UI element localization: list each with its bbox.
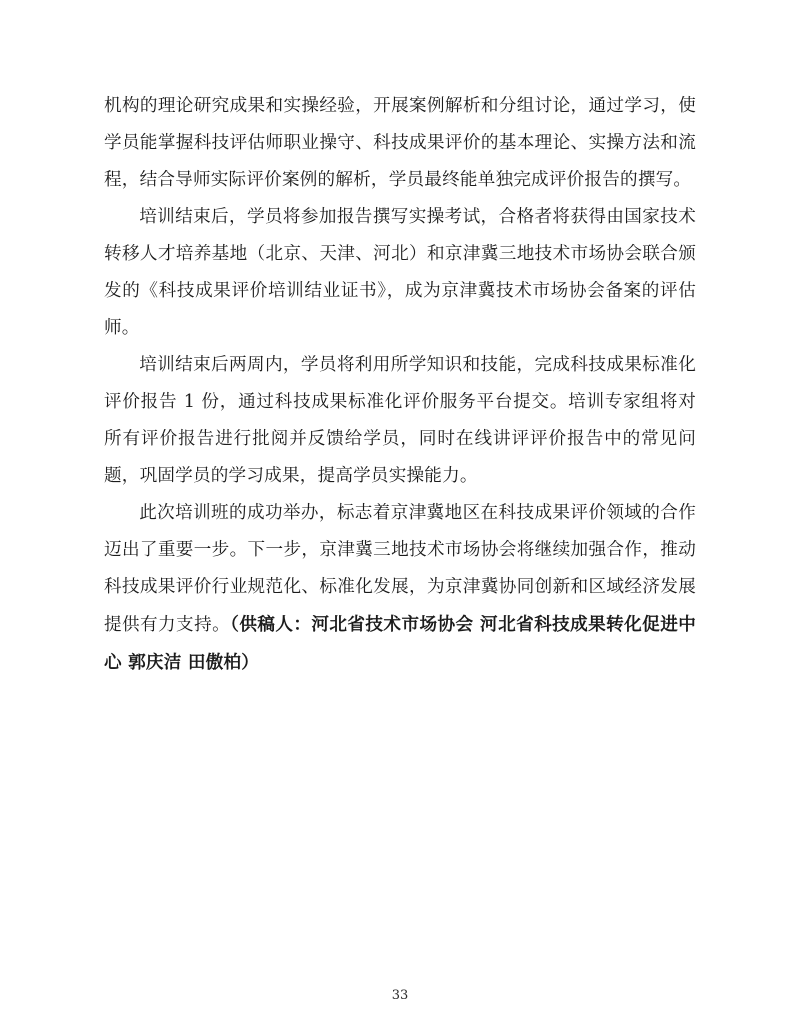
paragraph-4-attribution: （供稿人：河北省技术市场协会 河北省科技成果转化促进中心 郭庆洁 田傲柏） [104,614,696,673]
paragraph-1: 机构的理论研究成果和实操经验，开展案例解析和分组讨论，通过学习，使学员能掌握科技评估师职业操守、科技成果评价的基本理论、实操方法和流程，结合导师实际评价案例的解析，学员最终能单独完成评价报告的撰写。 [104,96,696,190]
paragraph-4-text: 此次培训班的成功举办，标志着京津冀地区在科技成果评价领域的合作迈出了重要一步。下一步，京津冀三地技术市场协会将继续加强合作，推动科技成果评价行业规范化、标准化发展，为京津冀协同创新和区域经济发展提供有力支持。 [104,503,696,635]
paragraph-4 [104,495,696,682]
page-number: 33 [391,988,409,1003]
document-body [104,88,696,682]
paragraph-3: 培训结束后两周内，学员将利用所学知识和技能，完成科技成果标准化评价报告 1 份，通过科技成果标准化评价服务平台提交。培训专家组将对所有评价报告进行批阅并反馈给学员，同时在线讲评评价报告中的常见问题，巩固学员的学习成果，提高学员实操能力。 [104,355,696,486]
paragraph-2: 培训结束后，学员将参加报告撰写实操考试，合格者将获得由国家技术转移人才培养基地（北京、天津、河北）和京津冀三地技术市场协会联合颁发的《科技成果评价培训结业证书》，成为京津冀技术市场协会备案的评估师。 [104,207,696,338]
